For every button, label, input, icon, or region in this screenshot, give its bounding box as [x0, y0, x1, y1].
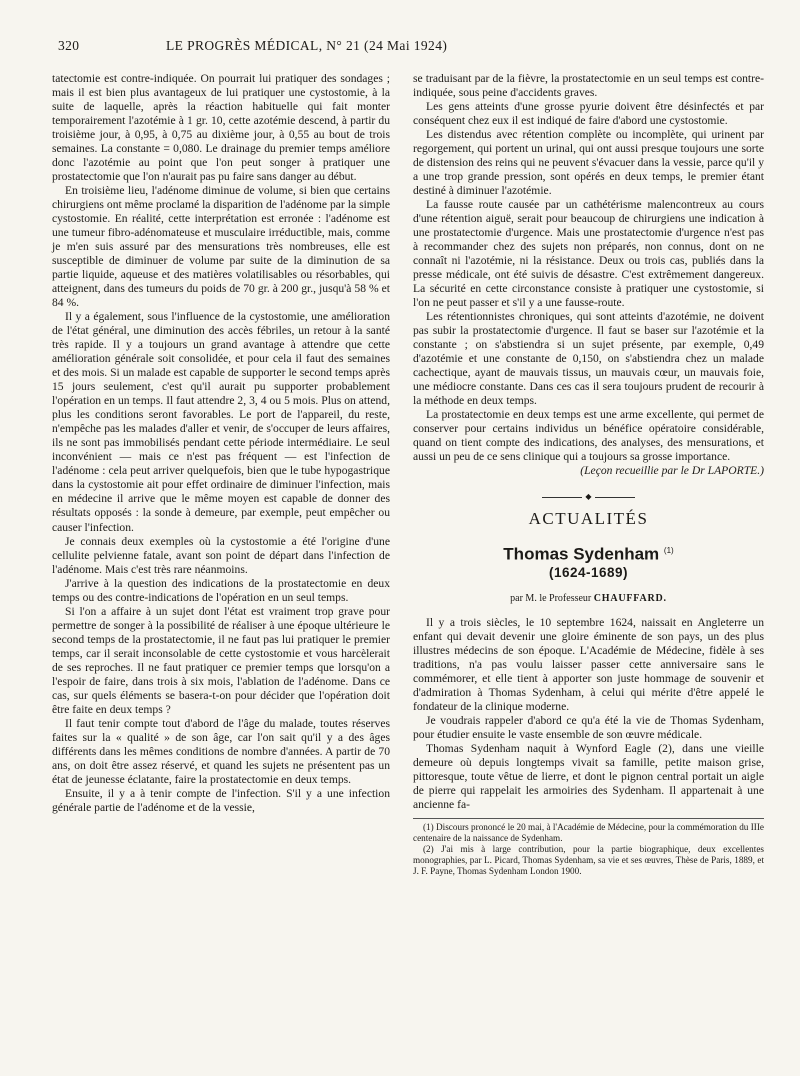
paragraph: La prostatectomie en deux temps est une arme excellente, qui permet de conserver pour certains individus un bénéfice opératoire considérable, quand on tient compte des indications, des analyses, des mensurations, et aussi un peu de ce sens clinique qui a toujours sa grosse importance. [413, 408, 764, 464]
paragraph: se traduisant par de la fièvre, la prostatectomie en un seul temps est contre-indiquée, sous peine d'accidents graves. [413, 72, 764, 100]
paragraph: Ensuite, il y a à tenir compte de l'infection. S'il y a une infection générale partie de l'adénome et de la vessie, [52, 786, 390, 814]
paragraph: La fausse route causée par un cathétérisme malencontreux au cours d'une rétention aiguë, serait pour beaucoup de chirurgiens une indication à une prostatectomie d'urgence. Mais une prostatectomie d'urgence n'est pas à recommander chez des sujets non préparés, non connus, dont on ne connaît ni l'azotémie, ni la résistance. Deux ou trois cas, publiés dans la presse médicale, ont été suivis de désastre. C'est extrêmement dangereux. La sécurité en cette circonstance consiste à pratiquer une cystostomie, si l'on ne peut passer et s'il y a une fausse-route. [413, 198, 764, 310]
footnotes [413, 818, 764, 876]
article-paragraph: Je voudrais rappeler d'abord ce qu'a été la vie de Thomas Sydenham, pour étudier ensuite le vaste ensemble de son œuvre médicale. [413, 714, 764, 742]
paragraph: tatectomie est contre-indiquée. On pourrait lui pratiquer des sondages ; mais il est bien plus avantageux de lui pratiquer une cystostomie, à la suite de laquelle, après la réaction habituelle qui fait monter temporairement l'azotémie à 1 gr. 10, cette azotémie descend, à partir du troisième jour, à 0,95, à 0,75 au dixième jour, à 0,55 au bout de trois semaines. La constante = 0,080. Le drainage du premier temps améliore donc l'azotémie au point que l'on peut songer à pratiquer une prostatectomie que l'on n'aurait pas pu faire sans danger au début. [52, 72, 390, 184]
paragraph: Les distendus avec rétention complète ou incomplète, qui urinent par regorgement, qui portent un urinal, qui ont aussi presque toujours une sorte de distension des reins qui ne peuvent s'évacuer dans la vessie, parce qu'il y a une trop grande pression, sont opérés en deux temps, le premier étant destiné à diminuer l'azotémie. [413, 128, 764, 198]
byline-author: CHAUFFARD. [593, 593, 667, 605]
paragraph: Les rétentionnistes chroniques, qui sont atteints d'azotémie, ne doivent pas subir la prostatectomie d'urgence. Il faut se baser sur l'azotémie et la constante ; on s'abstiendra si un sujet présente, par exemple, 0,49 d'azotémie et une constante de 0,150, on s'abstiendra chez un malade cachectique, ayant de mauvais tissus, un mauvais cœur, un mauvais foie, une médiocre constante. Dans ces cas il sera toujours prudent de recourir à la méthode en deux temps. [413, 310, 764, 408]
byline-prefix: par M. le Professeur [510, 593, 592, 605]
signature: (Leçon recueillie par le Dr LAPORTE.) [580, 464, 764, 478]
left-column [52, 72, 390, 815]
right-column [413, 72, 764, 876]
paragraph: J'arrive à la question des indications de la prostatectomie en deux temps ou des contre-indications de l'opération en un seul temps. [52, 576, 390, 604]
article-dates: (1624-1689) [548, 565, 629, 581]
article-title [413, 544, 764, 565]
section-divider-ornament: ◆ [413, 478, 764, 508]
paragraph: Il faut tenir compte tout d'abord de l'âge du malade, toutes réserves faites sur la « qualité » de son âge, car l'on sait qu'il y a des âges différents dans les mêmes conditions de nombre d'années. A partir de 70 ans, on doit être assez réservé, et quand les sujets ne présentent pas un état de jeunesse éclatante, faire la prostatectomie en deux temps. [52, 716, 390, 786]
footnote: (1) Discours prononcé le 20 mai, à l'Académie de Médecine, pour la commémoration du IIIe centenaire de la naissance de Sydenham. [413, 822, 764, 844]
paragraph: Les gens atteints d'une grosse pyurie doivent être désinfectés et par conséquent chez eux il est indiqué de faire d'abord une cystostomie. [413, 100, 764, 128]
byline [413, 592, 764, 606]
page-number: 320 [58, 38, 80, 53]
paragraph: Si l'on a affaire à un sujet dont l'état est vraiment trop grave pour permettre de songer à la possibilité de réaliser à une époque ultérieure le second temps de la prostatectomie, il ne faut pas lui pratiquer le premier temps, car il serait inconsolable de cette cystostomie et vous harcèlerait de ses reproches. Il ne faut pratiquer ce premier temps que lorsqu'on a l'espoir de faire, dans trois à six mois, l'ablation de l'adénome. Dans ce cas, sur quels éléments se basera-t-on pour décider que l'opération doit être faite en deux temps ? [52, 604, 390, 716]
footnote: (2) J'ai mis à large contribution, pour la partie biographique, deux excellentes monographies, par L. Picard, Thomas Sydenham, sa vie et ses œuvres, Thèse de Paris, 1889, et J. F. Payne, Thomas Sydenham London 1900. [413, 843, 764, 876]
running-title: LE PROGRÈS MÉDICAL, N° 21 (24 Mai 1924) [166, 38, 448, 53]
footnote-marker: (1) [663, 546, 674, 556]
paragraph: En troisième lieu, l'adénome diminue de volume, si bien que certains chirurgiens ont même proclamé la disparition de l'adénome par la simple cystostomie. En réalité, cette interprétation est erronée : l'adénome est une tumeur fibro-adénomateuse et musculaire irréductible, mais, comme je m'en suis assuré par des mensurations très nombreuses, elle est susceptible de diminuer de volume par suite de la diminution de sa partie liquide, aqueuse et des matières volatilisables ou résorbables, qui atteignent, dans des tumeurs du poids de 70 gr. à 200 gr., jusqu'à 58 % et 84 %. [52, 184, 390, 310]
running-header [58, 38, 760, 58]
paragraph: Il y a également, sous l'influence de la cystostomie, une amélioration de l'état général, une diminution des accès fébriles, un retour à la santé très rapide. Il y a toujours un grand avantage à attendre que cette amélioration générale soit consolidée, et pour cela il faut des semaines et des mois. Si un malade est capable de supporter le second temps après 15 jours seulement, c'est qu'il aurait pu supporter probablement l'opération en un temps. Il faut attendre 2, 3, 4 ou 5 mois. Plus on attend, plus les conditions seront favorables. Le port de l'appareil, du reste, n'empêche pas les malades d'aller et venir, de s'occuper de leurs affaires, ils ne sont pas immobilisés pendant cette période intermédiaire. Le seul inconvénient — mais ce n'est pas fréquent — est l'infection de l'adénome : cela peut arriver quelquefois, bien que le tube hypogastrique dans la cystostomie ait pour effet ordinaire de diminuer l'infection, mais en médecine il arrive que le même moyen est capable de donner des résultats opposés : la sonde à demeure, par exemple, peut empêcher ou causer l'infection. [52, 310, 390, 534]
article-title-text: Thomas Sydenham [503, 545, 660, 565]
article-paragraph: Thomas Sydenham naquit à Wynford Eagle (2), dans une vieille demeure où depuis longtemps vivait sa famille, petite maison grise, pittoresque, toute vêtue de lierre, et dont le pignon central portait un aigle de pierre qui rappelait les armoiries des Sydenham. Il appartenait à une ancienne fa- [413, 742, 764, 812]
section-title: ACTUALITÉS [528, 509, 649, 529]
paragraph: Je connais deux exemples où la cystostomie a été l'origine d'une cellulite pelvienne fatale, avant son point de départ dans l'infection de l'adénome. Mais c'est très rare néanmoins. [52, 534, 390, 576]
article-paragraph: Il y a trois siècles, le 10 septembre 1624, naissait en Angleterre un enfant qui devait devenir une gloire éminente de son pays, un des plus illustres médecins de son époque. L'Académie de Médecine, fidèle à ses traditions, n'a pas voulu laisser passer cette anniversaire sans le commémorer, et elle tient à apporter son juste hommage de souvenir et d'admiration à Thomas Sydenham, à celui qui mérite d'être appelé le fondateur de la clinique moderne. [413, 616, 764, 714]
